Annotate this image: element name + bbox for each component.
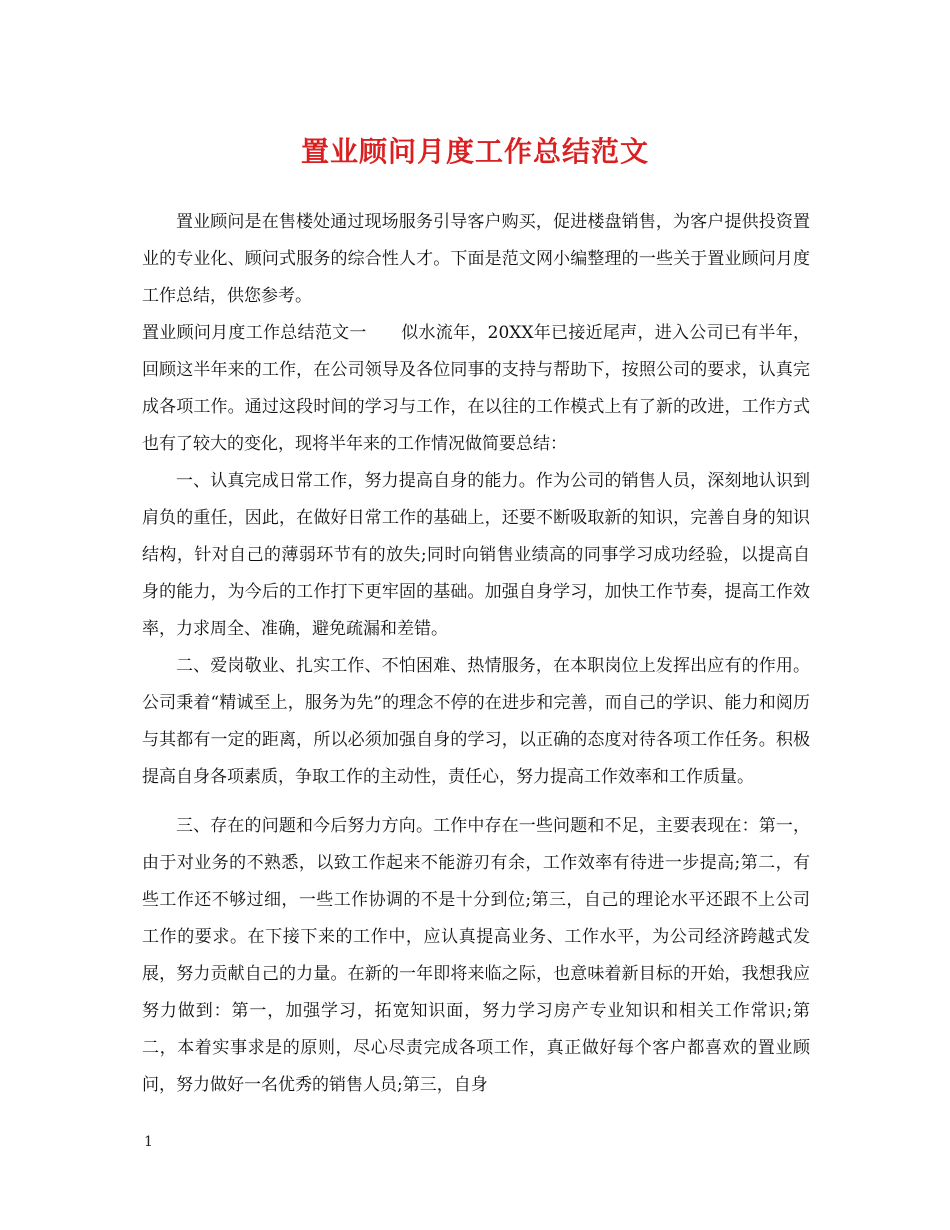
paragraph-point-one: 一、认真完成日常工作，努力提高自身的能力。作为公司的销售人员，深刻地认识到肩负的重任，因此，在做好日常工作的基础上，还要不断吸取新的知识，完善自身的知识结构，针对自己的薄弱环节有的放失;同时向销售业绩高的同事学习成功经验，以提高自身的能力，为今后的工作打下更牢固的基础。加强自身学习，加快工作节奏，提高工作效率，力求周全、准确，避免疏漏和差错。	[142, 471, 810, 639]
page-number: 1	[144, 1134, 153, 1150]
paragraph-intro: 置业顾问是在售楼处通过现场服务引导客户购买，促进楼盘销售，为客户提供投资置业的专业化、顾问式服务的综合性人才。下面是范文网小编整理的一些关于置业顾问月度工作总结，供您参考。	[142, 212, 810, 306]
document-title: 置业顾问月度工作总结范文	[300, 135, 649, 168]
paragraph-sample-one: 置业顾问月度工作总结范文一 似水流年，20XX年已接近尾声，进入公司已有半年，回顾这半年来的工作，在公司领导及各位同事的支持与帮助下，按照公司的要求，认真完成各项工作。通过这段时间的学习与工作，在以往的工作模式上有了新的改进，工作方式也有了较大的变化，现将半年来的工作情况做简要总结：	[142, 323, 810, 454]
paragraph-point-two: 二、爱岗敬业、扎实工作、不怕困难、热情服务，在本职岗位上发挥出应有的作用。公司秉着“精诚至上，服务为先”的理念不停的在进步和完善，而自己的学识、能力和阅历与其都有一定的距离，所以必须加强自身的学习，以正确的态度对待各项工作任务。积极提高自身各项素质，争取工作的主动性，责任心，努力提高工作效率和工作质量。	[142, 656, 810, 787]
paragraph-point-three: 三、存在的问题和今后努力方向。工作中存在一些问题和不足，主要表现在：第一，由于对业务的不熟悉，以致工作起来不能游刃有余，工作效率有待进一步提高;第二，有些工作还不够过细，一些工作协调的不是十分到位;第三，自己的理论水平还跟不上公司工作的要求。在下接下来的工作中，应认真提高业务、工作水平，为公司经济跨越式发展，努力贡献自己的力量。在新的一年即将来临之际，也意味着新目标的开始，我想我应努力做到：第一，加强学习，拓宽知识面，努力学习房产专业知识和相关工作常识;第二，本着实事求是的原则，尽心尽责完成各项工作，真正做好每个客户都喜欢的置业顾问，努力做好一名优秀的销售人员;第三，自身	[142, 816, 810, 1095]
document-body	[142, 204, 810, 1104]
